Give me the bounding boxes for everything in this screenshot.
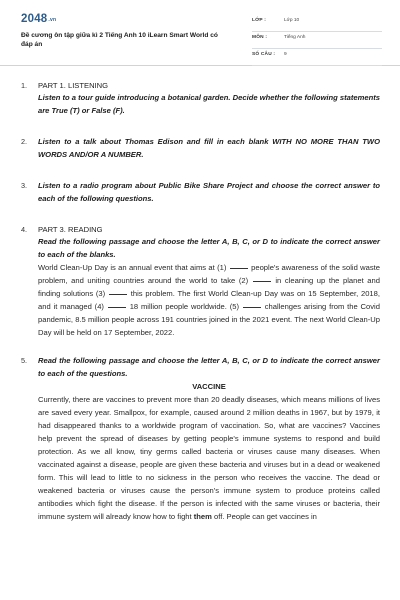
answer-blank xyxy=(243,307,261,308)
question-instruction: Read the following passage and choose the letter A, B, C, or D to indicate the correct answer to each of the questions. xyxy=(38,356,380,378)
meta-value: Lớp 10 xyxy=(284,18,300,23)
part-heading: PART 1. LISTENING xyxy=(38,81,109,90)
question-item xyxy=(0,355,400,523)
question-item xyxy=(0,80,400,117)
answer-blank xyxy=(109,294,127,295)
meta-value: 9 xyxy=(284,52,287,57)
site-logo[interactable] xyxy=(21,13,56,25)
question-number: 1. xyxy=(21,81,28,90)
document-meta xyxy=(252,16,382,67)
document-title: Đề cương ôn tập giữa kì 2 Tiếng Anh 10 iLearn Smart World có đáp án xyxy=(21,32,218,48)
part-heading: PART 3. READING xyxy=(38,225,103,234)
meta-row-class xyxy=(252,16,382,32)
answer-blank xyxy=(253,281,271,282)
passage-text: Currently, there are vaccines to prevent more than 20 deadly diseases, which means millions of lives are saved every year. Smallpox, for example, caused around 2 million deaths in 1967, but by 1979, it had disappeared thanks to a worldwide program of vaccination. So, what are vaccines? Vaccines help prevent the spread of diseases by getting people's immune systems to respond and build protection. As we all know, tiny germs called bacteria or viruses cause many diseases. When vaccinated against a disease, people are given these bacteria and viruses but in a dead or weakened form. This will lead to little to no sickness in the person who receives the vaccine. The dead or weakened bacteria or viruses cause the person's immune system to produce proteins called antibodies which fight the disease. If the person is infected with the same viruses or bacteria, their immune system will already know how to fight xyxy=(38,395,380,521)
logo-suffix: .vn xyxy=(48,17,57,23)
meta-row-subject xyxy=(252,33,382,49)
passage-text: World Clean-Up Day is an annual event that aims at (1) xyxy=(38,263,227,272)
question-number: 4. xyxy=(21,225,28,234)
question-number: 3. xyxy=(21,181,28,190)
passage-text: 18 million people worldwide. (5) xyxy=(129,302,240,311)
question-item xyxy=(0,224,400,339)
question-instruction: Read the following passage and choose the letter A, B, C, or D to indicate the correct answer to each of the blanks. xyxy=(38,237,380,259)
reading-passage xyxy=(38,261,380,339)
document-content xyxy=(0,66,400,523)
question-number: 2. xyxy=(21,137,28,146)
question-instruction: Listen to a talk about Thomas Edison and fill in each blank WITH NO MORE THAN TWO WORDS AND/OR A NUMBER. xyxy=(38,137,380,159)
meta-value: Tiếng Anh xyxy=(284,35,306,40)
passage-text: off. People can get vaccines in xyxy=(214,512,317,521)
answer-blank xyxy=(230,268,248,269)
question-number: 5. xyxy=(21,356,28,365)
question-item xyxy=(0,180,400,205)
reading-passage xyxy=(38,393,380,523)
meta-label: MÔN : xyxy=(252,35,268,40)
passage-title: VACCINE xyxy=(192,382,226,391)
logo-main: 2048 xyxy=(21,13,48,25)
answer-blank xyxy=(108,307,126,308)
page-header xyxy=(0,0,400,66)
passage-bold-word: them xyxy=(193,512,212,521)
question-instruction: Listen to a radio program about Public Bike Share Project and choose the correct answer to each of the following questions. xyxy=(38,181,380,203)
question-instruction: Listen to a tour guide introducing a botanical garden. Decide whether the following statements are True (T) or False (F). xyxy=(38,93,380,115)
passage-text: this problem. The first World Clean-up Day was on 15 September, 2018, and it managed (4) xyxy=(38,289,380,311)
meta-label: LỚP : xyxy=(252,18,267,23)
passage-text: challenges arising from the Covid pandemic, 8.5 million people across 191 countries joined in the 2021 event. The next World Clean-Up Day will be held on 17 September, 2022. xyxy=(38,302,380,337)
question-item xyxy=(0,136,400,161)
meta-row-count xyxy=(252,50,382,66)
passage-text: in cleaning up the planet and finding solutions (3) xyxy=(38,276,380,298)
passage-text: people's awareness of the solid waste problem, and uniting countries around the world to take (2) xyxy=(38,263,380,285)
meta-label: SỐ CÂU : xyxy=(252,52,276,57)
